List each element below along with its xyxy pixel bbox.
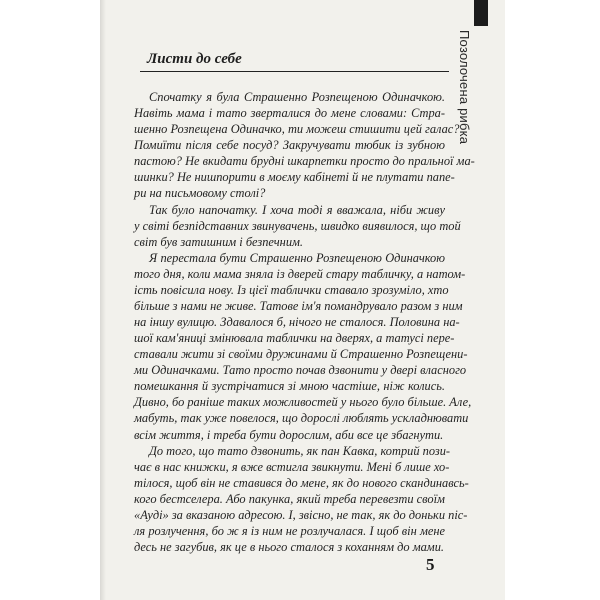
text-line: того дня, коли мама зняла із дверей стару табличку, а натом-	[134, 266, 466, 281]
page-gutter-shadow	[100, 0, 106, 600]
section-title: Листи до себе	[147, 51, 242, 67]
text-line: Так було напочатку. І хоча тоді я вважала, ніби живу	[149, 202, 445, 217]
text-line: кого бестселера. Або пакунка, який треба перевезти своїм	[134, 491, 445, 506]
text-line: Спочатку я була Страшенно Розпещеною Одиначкою.	[149, 90, 445, 104]
text-line: Дивно, бо раніше таких можливостей у нього було більше. Але,	[134, 395, 472, 410]
text-line: шенно Розпещена Одиначко, ти можеш стишити цей галас?	[134, 122, 460, 137]
text-line: більше з нами не живе. Татове ім'я помандрувало разом з ним	[134, 298, 463, 313]
text-line: шинки? Не нишпорити в моєму кабінеті й не плутати папе-	[134, 170, 455, 185]
text-line: мабуть, так уже повелося, що дорослі люблять ускладнювати	[134, 411, 469, 426]
text-line: у світі безпідставних звинувачень, швидко виявилося, що той	[134, 218, 461, 233]
text-line: тілося, щоб він не ставився до мене, як до нового скандинавсь-	[134, 475, 469, 490]
text-line: ість повісила нову. Із цієї таблички ставало зрозуміло, хто	[134, 282, 449, 297]
text-line: шої кам'яниці змінювала таблички на дверях, а татусі пере-	[134, 331, 455, 346]
text-line: Навіть мама і тато зверталися до мене словами: Стра-	[134, 106, 445, 121]
title-underline	[140, 71, 449, 72]
text-line: ри на письмовому столі?	[134, 186, 266, 201]
running-head: Позолочена рибка	[457, 30, 472, 145]
text-line: на іншу вулицю. Здавалося б, нічого не сталося. Половина на-	[134, 315, 460, 329]
text-line: До того, що тато дзвонить, як пан Кавка, котрий пози-	[149, 443, 451, 458]
text-line: чає в нас книжки, я вже встигла звикнути. Мені б лише хо-	[134, 459, 450, 474]
text-line: «Ауді» за вказаною адресою. І, звісно, не так, як до доньки піс-	[134, 507, 468, 522]
text-line: Я перестала бути Страшенно Розпещеною Одиначкою	[149, 250, 445, 265]
text-line: десь не загубив, як це в нього сталося з коханням до мами.	[134, 540, 444, 554]
text-line: помешкання й зустрічатися зі мною частіше, ніж колись.	[134, 379, 445, 394]
text-line: всім життя, і треба бути дорослим, аби все це збагнути.	[134, 427, 444, 442]
text-line: ми Одиначками. Тато просто почав дзвонити у двері власного	[134, 363, 467, 378]
text-line: Помиїти після себе посуд? Закручувати тюбик із зубною	[134, 138, 445, 153]
text-line: світ був затишним і безпечним.	[134, 234, 304, 249]
text-line: пастою? Не вкидати брудні шкарпетки просто до пральної ма-	[134, 154, 475, 169]
page-number: 5	[426, 555, 435, 574]
text-line: ставали жити зі своїми дружинами й Страшенно Розпещени-	[134, 347, 468, 362]
text-line: ля розлучення, бо ж я із ним не розлучалася. І щоб він мене	[134, 523, 445, 538]
thumb-index-tab	[474, 0, 488, 26]
